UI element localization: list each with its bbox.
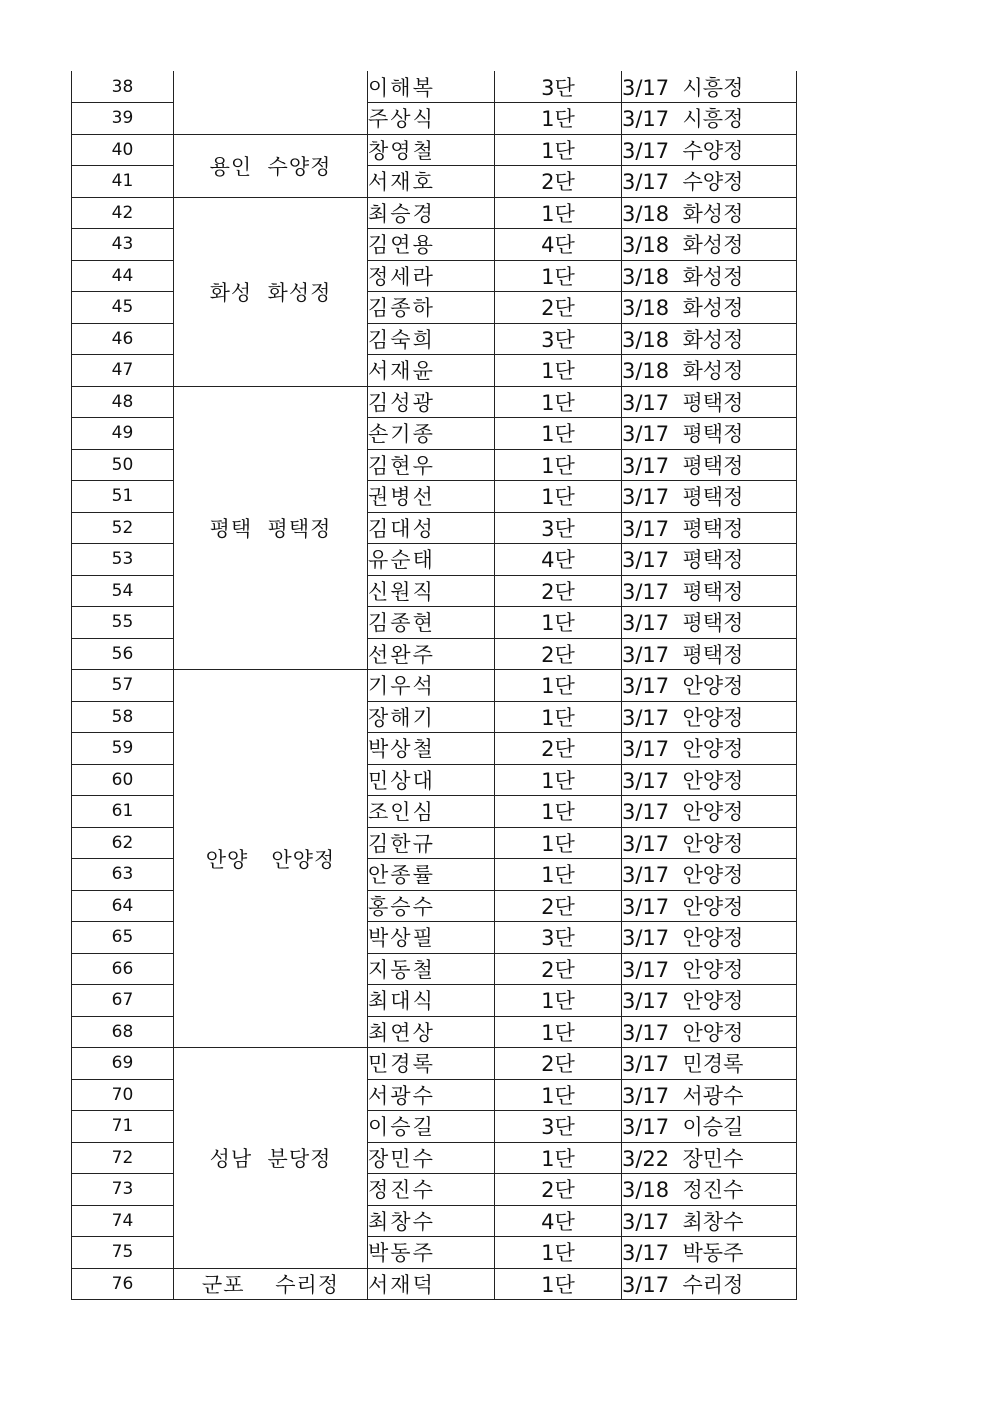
- exam-date-venue: 3/18 화성정: [622, 323, 797, 355]
- exam-date-venue: 3/17 안양정: [622, 827, 797, 859]
- table-row: [72, 1048, 797, 1080]
- member-name: 김종현: [368, 607, 495, 639]
- member-name: 주상식: [368, 103, 495, 135]
- exam-date-venue: 3/17 평택정: [622, 607, 797, 639]
- exam-date-venue: 3/17 평택정: [622, 544, 797, 576]
- member-rank: 1단: [495, 1268, 622, 1300]
- row-number: 55: [72, 607, 174, 639]
- row-number: 51: [72, 481, 174, 513]
- exam-date-venue: 3/17 시흥정: [622, 71, 797, 103]
- row-number: 52: [72, 512, 174, 544]
- member-name: 김종하: [368, 292, 495, 324]
- table-row: [72, 134, 797, 166]
- exam-date-venue: 3/17 안양정: [622, 670, 797, 702]
- row-number: 63: [72, 859, 174, 891]
- member-rank: 2단: [495, 1048, 622, 1080]
- exam-date-venue: 3/17 안양정: [622, 890, 797, 922]
- row-number: 68: [72, 1016, 174, 1048]
- member-rank: 2단: [495, 292, 622, 324]
- club-cell: 안양 안양정: [174, 670, 368, 1048]
- exam-date-venue: 3/17 평택정: [622, 481, 797, 513]
- exam-date-venue: 3/18 화성정: [622, 229, 797, 261]
- member-name: 지동철: [368, 953, 495, 985]
- member-name: 안종률: [368, 859, 495, 891]
- member-rank: 1단: [495, 481, 622, 513]
- member-rank: 2단: [495, 890, 622, 922]
- member-name: 장민수: [368, 1142, 495, 1174]
- member-rank: 1단: [495, 607, 622, 639]
- exam-date-venue: 3/17 시흥정: [622, 103, 797, 135]
- exam-date-venue: 3/17 안양정: [622, 859, 797, 891]
- member-name: 정진수: [368, 1174, 495, 1206]
- member-name: 최창수: [368, 1205, 495, 1237]
- member-rank: 1단: [495, 418, 622, 450]
- exam-date-venue: 3/22 장민수: [622, 1142, 797, 1174]
- row-number: 43: [72, 229, 174, 261]
- row-number: 41: [72, 166, 174, 198]
- member-name: 기우석: [368, 670, 495, 702]
- exam-date-venue: 3/17 평택정: [622, 512, 797, 544]
- exam-date-venue: 3/18 화성정: [622, 292, 797, 324]
- member-name: 박상철: [368, 733, 495, 765]
- club-cell: 용인 수양정: [174, 134, 368, 197]
- member-rank: 3단: [495, 71, 622, 103]
- row-number: 60: [72, 764, 174, 796]
- row-number: 76: [72, 1268, 174, 1300]
- member-name: 서재윤: [368, 355, 495, 387]
- member-name: 김한규: [368, 827, 495, 859]
- member-name: 손기종: [368, 418, 495, 450]
- row-number: 56: [72, 638, 174, 670]
- member-rank: 1단: [495, 386, 622, 418]
- exam-date-venue: 3/17 평택정: [622, 449, 797, 481]
- row-number: 47: [72, 355, 174, 387]
- table-row: [72, 670, 797, 702]
- exam-date-venue: 3/17 안양정: [622, 796, 797, 828]
- member-rank: 1단: [495, 827, 622, 859]
- member-name: 홍승수: [368, 890, 495, 922]
- member-rank: 2단: [495, 733, 622, 765]
- club-cell: 군포 수리정: [174, 1268, 368, 1300]
- exam-date-venue: 3/17 안양정: [622, 985, 797, 1017]
- row-number: 53: [72, 544, 174, 576]
- member-rank: 2단: [495, 1174, 622, 1206]
- exam-date-venue: 3/17 안양정: [622, 953, 797, 985]
- exam-date-venue: 3/17 안양정: [622, 922, 797, 954]
- member-rank: 1단: [495, 197, 622, 229]
- member-rank: 1단: [495, 449, 622, 481]
- exam-date-venue: 3/17 서광수: [622, 1079, 797, 1111]
- row-number: 48: [72, 386, 174, 418]
- exam-date-venue: 3/17 이승길: [622, 1111, 797, 1143]
- exam-date-venue: 3/18 정진수: [622, 1174, 797, 1206]
- member-name: 민상대: [368, 764, 495, 796]
- exam-date-venue: 3/18 화성정: [622, 260, 797, 292]
- member-name: 창영철: [368, 134, 495, 166]
- member-rank: 1단: [495, 701, 622, 733]
- member-rank: 1단: [495, 670, 622, 702]
- club-cell: [174, 71, 368, 134]
- row-number: 38: [72, 71, 174, 103]
- member-name: 서재호: [368, 166, 495, 198]
- exam-date-venue: 3/17 수양정: [622, 166, 797, 198]
- row-number: 45: [72, 292, 174, 324]
- row-number: 49: [72, 418, 174, 450]
- row-number: 72: [72, 1142, 174, 1174]
- member-rank: 1단: [495, 796, 622, 828]
- row-number: 67: [72, 985, 174, 1017]
- row-number: 40: [72, 134, 174, 166]
- row-number: 39: [72, 103, 174, 135]
- member-name: 장해기: [368, 701, 495, 733]
- row-number: 44: [72, 260, 174, 292]
- row-number: 70: [72, 1079, 174, 1111]
- row-number: 62: [72, 827, 174, 859]
- table-row: [72, 386, 797, 418]
- member-name: 김성광: [368, 386, 495, 418]
- member-name: 박동주: [368, 1237, 495, 1269]
- member-name: 선완주: [368, 638, 495, 670]
- member-rank: 1단: [495, 859, 622, 891]
- member-name: 조인심: [368, 796, 495, 828]
- table-row: [72, 71, 797, 103]
- member-rank: 4단: [495, 1205, 622, 1237]
- member-rank: 1단: [495, 260, 622, 292]
- row-number: 54: [72, 575, 174, 607]
- table-row: [72, 197, 797, 229]
- row-number: 71: [72, 1111, 174, 1143]
- member-rank: 3단: [495, 1111, 622, 1143]
- member-rank: 1단: [495, 103, 622, 135]
- row-number: 50: [72, 449, 174, 481]
- member-rank: 1단: [495, 134, 622, 166]
- row-number: 42: [72, 197, 174, 229]
- row-number: 61: [72, 796, 174, 828]
- member-name: 이승길: [368, 1111, 495, 1143]
- member-rank: 1단: [495, 355, 622, 387]
- row-number: 46: [72, 323, 174, 355]
- row-number: 74: [72, 1205, 174, 1237]
- member-name: 최대식: [368, 985, 495, 1017]
- member-rank: 3단: [495, 922, 622, 954]
- table-row: [72, 1268, 797, 1300]
- member-name: 민경록: [368, 1048, 495, 1080]
- row-number: 64: [72, 890, 174, 922]
- exam-date-venue: 3/17 안양정: [622, 1016, 797, 1048]
- member-rank: 1단: [495, 1079, 622, 1111]
- row-number: 59: [72, 733, 174, 765]
- row-number: 65: [72, 922, 174, 954]
- member-name: 박상필: [368, 922, 495, 954]
- member-name: 서광수: [368, 1079, 495, 1111]
- row-number: 66: [72, 953, 174, 985]
- exam-date-venue: 3/17 수리정: [622, 1268, 797, 1300]
- member-name: 신원직: [368, 575, 495, 607]
- row-number: 57: [72, 670, 174, 702]
- member-name: 김숙희: [368, 323, 495, 355]
- exam-date-venue: 3/17 안양정: [622, 764, 797, 796]
- member-rank: 4단: [495, 229, 622, 261]
- exam-date-venue: 3/17 민경록: [622, 1048, 797, 1080]
- member-rank: 2단: [495, 575, 622, 607]
- club-cell: 성남 분당정: [174, 1048, 368, 1269]
- exam-date-venue: 3/17 평택정: [622, 418, 797, 450]
- member-rank: 1단: [495, 1237, 622, 1269]
- member-rank: 2단: [495, 953, 622, 985]
- row-number: 58: [72, 701, 174, 733]
- member-name: 이해복: [368, 71, 495, 103]
- exam-date-venue: 3/17 평택정: [622, 638, 797, 670]
- member-rank: 3단: [495, 323, 622, 355]
- exam-date-venue: 3/17 박동주: [622, 1237, 797, 1269]
- exam-date-venue: 3/18 화성정: [622, 197, 797, 229]
- exam-date-venue: 3/17 수양정: [622, 134, 797, 166]
- member-rank: 3단: [495, 512, 622, 544]
- member-name: 김연용: [368, 229, 495, 261]
- exam-date-venue: 3/17 평택정: [622, 386, 797, 418]
- club-cell: 화성 화성정: [174, 197, 368, 386]
- row-number: 73: [72, 1174, 174, 1206]
- exam-date-venue: 3/18 화성정: [622, 355, 797, 387]
- member-rank: 2단: [495, 166, 622, 198]
- exam-date-venue: 3/17 안양정: [622, 733, 797, 765]
- row-number: 75: [72, 1237, 174, 1269]
- row-number: 69: [72, 1048, 174, 1080]
- club-cell: 평택 평택정: [174, 386, 368, 670]
- exam-date-venue: 3/17 안양정: [622, 701, 797, 733]
- member-name: 유순태: [368, 544, 495, 576]
- member-name: 서재덕: [368, 1268, 495, 1300]
- member-rank: 4단: [495, 544, 622, 576]
- member-rank: 1단: [495, 985, 622, 1017]
- member-rank: 1단: [495, 1016, 622, 1048]
- member-name: 김현우: [368, 449, 495, 481]
- member-rank: 2단: [495, 638, 622, 670]
- member-rank: 1단: [495, 764, 622, 796]
- member-name: 정세라: [368, 260, 495, 292]
- exam-date-venue: 3/17 최창수: [622, 1205, 797, 1237]
- member-name: 김대성: [368, 512, 495, 544]
- member-name: 최연상: [368, 1016, 495, 1048]
- member-name: 권병선: [368, 481, 495, 513]
- member-name: 최승경: [368, 197, 495, 229]
- member-rank: 1단: [495, 1142, 622, 1174]
- roster-table: [71, 71, 797, 1300]
- exam-date-venue: 3/17 평택정: [622, 575, 797, 607]
